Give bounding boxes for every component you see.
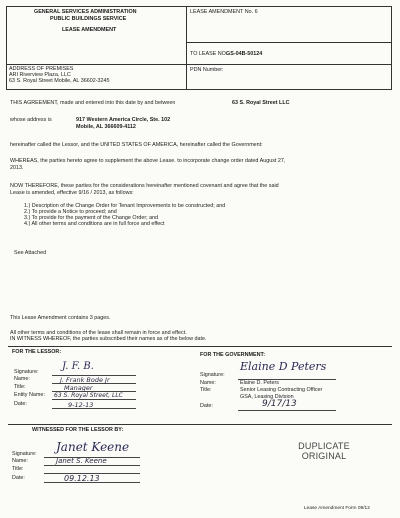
lessor-date-line [52, 408, 136, 409]
government-title-value2: GSA, Leasing Division [240, 394, 294, 400]
witness-name-line [44, 465, 140, 466]
government-name-label: Name: [200, 380, 216, 386]
government-date-line [238, 410, 336, 411]
amendment-item-3: 3.) To provide for the payment of the Change Order; and [24, 215, 159, 221]
lessor-address-1: 917 Western America Circle, Ste. 102 [76, 117, 171, 123]
lessor-title-value: Manager [64, 384, 93, 392]
agency-line1: GENERAL SERVICES ADMINISTRATION [34, 9, 137, 15]
lessor-signature: J. F. B. [62, 361, 94, 372]
see-attached: See Attached [14, 250, 47, 256]
hereinafter-text: hereinafter called the Lessor, and the UNITED STATES OF AMERICA, hereinafter called the Government: [10, 142, 263, 148]
whereas-line1: WHEREAS, the parties hereto agree to supplement the above Lease. to incorporate change order dated August 27, [10, 158, 286, 164]
stamp-line1: DUPLICATE [298, 441, 350, 451]
witness-name-label: Name: [12, 458, 28, 464]
witness-heading: WITNESSED FOR THE LESSOR BY: [32, 427, 124, 433]
header-divider-vertical [186, 6, 187, 90]
address-label: ADDRESS OF PREMISES [9, 66, 74, 72]
duplicate-original-stamp [284, 441, 364, 461]
pages-count-text: This Lease Amendment contains 3 pages. [10, 315, 111, 321]
header-divider-right [186, 42, 392, 43]
amendment-number: LEASE AMENDMENT No. 6 [190, 9, 258, 15]
form-number: Lease Amendment Form 09/12 [304, 506, 370, 511]
stamp-line2: ORIGINAL [301, 451, 347, 461]
section-rule [8, 346, 392, 347]
witness-rule [8, 424, 392, 425]
to-lease-value: GS-04B-50124 [226, 51, 263, 57]
now-therefore-line1: NOW THEREFORE, these parties for the considerations hereinafter mentioned covenant and agree that the said [10, 183, 279, 189]
whereas-line2: 2013. [10, 165, 24, 171]
agreement-intro: THIS AGREEMENT, made and entered into this date by and between [10, 100, 176, 106]
lessor-name-label: Name: [14, 376, 30, 382]
witness-date-value: 09.12.13 [64, 474, 100, 483]
amendment-item-4: 4.) All other terms and conditions are in full force and effect [24, 221, 165, 227]
government-signature: Elaine D Peters [240, 360, 327, 373]
government-signature-label: Signature: [200, 372, 225, 378]
government-date-label: Date: [200, 403, 213, 409]
witness-signature-label: Signature: [12, 451, 37, 457]
lessor-signature-label: Signature: [14, 369, 39, 375]
lessor-date-value: 9-12-13 [68, 401, 94, 409]
government-title-label: Title: [200, 387, 212, 393]
whose-address-label: whose address is [10, 117, 52, 123]
document-title: LEASE AMENDMENT [62, 27, 117, 33]
pdn-label: PDN Number: [190, 67, 224, 73]
amendment-item-2: 2.) To provide a Notice to proceed; and [24, 209, 117, 215]
now-therefore-line2: Lease is amended, effective 9/16 / 2013, as follows: [10, 190, 134, 196]
witness-name-value: Janet S. Keene [56, 457, 107, 465]
agency-line2: PUBLIC BUILDINGS SERVICE [50, 16, 127, 22]
witness-title-label: Title: [12, 466, 24, 472]
lessor-entity-line [52, 399, 136, 400]
lessor-title-label: Title: [14, 384, 26, 390]
address-line1: ARI Riverview Plaza, LLC [9, 72, 71, 78]
address-line2: 63 S. Royal Street Mobile, AL 36602-3245 [9, 78, 110, 84]
witness-whereof-text: IN WITNESS WHEREOF, the parties subscribed their names as of the below date. [10, 336, 207, 342]
government-name-value: Elaine D. Peters [240, 380, 279, 386]
header-divider-horizontal [6, 64, 392, 65]
lessor-heading: FOR THE LESSOR: [12, 349, 62, 355]
amendment-item-1: 1.) Description of the Change Order for Tenant Improvements to be constructed; and [24, 203, 226, 209]
lessor-date-label: Date: [14, 401, 27, 407]
lessor-entity-value: 63 S. Royal Street, LLC [54, 392, 123, 399]
lessor-name: 63 S. Royal Street LLC [232, 100, 290, 106]
lessor-address-2: Mobile, AL 366609-4112 [76, 124, 136, 130]
to-lease-label: TO LEASE NO. [190, 51, 228, 57]
government-date-value: 9/17/13 [262, 399, 297, 409]
witness-date-label: Date: [12, 475, 25, 481]
other-terms-text: All other terms and conditions of the lease shall remain in force and effect. [10, 330, 187, 336]
government-title-value: Senior Leasing Contracting Officer [240, 387, 323, 393]
lessor-name-value: J. Frank Bode Jr [60, 376, 110, 384]
government-heading: FOR THE GOVERNMENT: [200, 352, 265, 358]
lessor-entity-label: Entity Name: [14, 392, 45, 398]
witness-signature: Janet Keene [56, 440, 130, 454]
